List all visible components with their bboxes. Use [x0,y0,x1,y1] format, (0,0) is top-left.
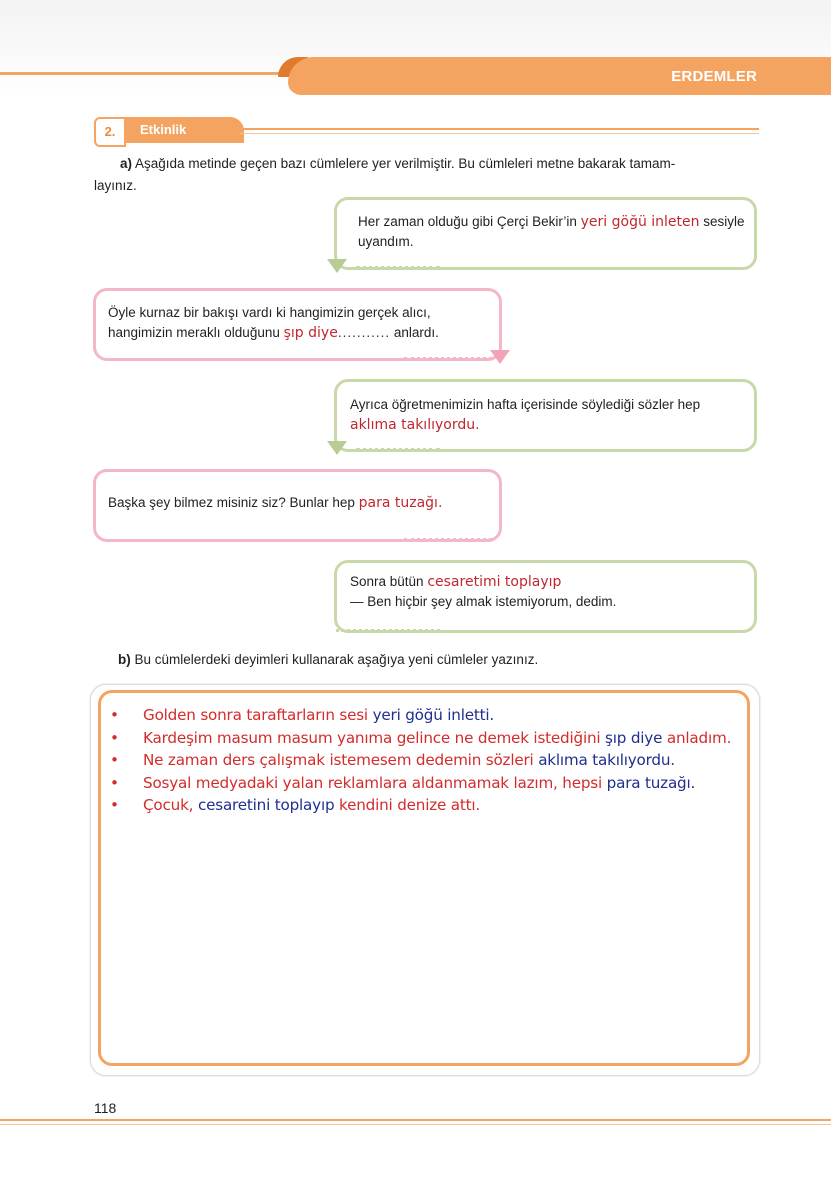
footer-rule-thin [0,1124,831,1125]
bubble-1-before: Her zaman olduğu gibi Çerçi Bekir’in [358,214,577,229]
bubble-2-before: hangimizin meraklı olduğunu [108,325,280,340]
answer-item: • Ne zaman ders çalışmak istemesem dedemin sözleri aklıma takılıyordu. [110,751,675,769]
bubble-1-tail [356,266,440,272]
bubble-4-before: Başka şey bilmez misiniz siz? Bunlar hep [108,495,355,510]
part-b-instruction [118,649,758,671]
part-a-letter: a) [120,156,133,171]
answer-list [110,704,731,817]
bubble-3-tail [356,448,440,454]
bubble-4-text [108,493,494,513]
bubble-5-line2: — Ben hiçbir şey almak istemiyorum, dedim. [350,594,617,609]
header-rule [0,72,300,75]
arrow-down-icon [327,259,347,273]
part-b-letter: b) [118,652,131,667]
bubble-2-tail [404,357,492,363]
unit-title: ERDEMLER [671,68,757,85]
bubble-2-dots: ........... [337,325,391,340]
footer-rule [0,1119,831,1121]
activity-number: 2. [94,117,126,147]
bubble-2-after: anlardı. [393,325,439,340]
answer-item: • Golden sonra taraftarların sesi yeri göğü inletti. [110,706,495,724]
bubble-5-before: Sonra bütün [350,574,424,589]
activity-label: Etkinlik [124,117,244,143]
section-rule [240,128,759,130]
part-b-text: Bu cümlelerdeki deyimleri kullanarak aşağıya yeni cümleler yazınız. [134,652,539,667]
arrow-down-icon [490,350,510,364]
answer-item: • Kardeşim masum masum yanıma gelince ne demek istediğini şıp diye anladım. [110,728,732,747]
bubble-1-text [358,212,788,252]
section-rule-thin [240,133,759,134]
bubble-4-answer: para tuzağı. [358,495,443,511]
part-a-text-line2: layınız. [94,178,137,193]
bubble-5-tail [336,629,440,635]
bubble-4-tail [404,538,492,544]
answer-item: • Sosyal medyadaki yalan reklamlara aldanmamak lazım, hepsi para tuzağı. [110,773,696,792]
bubble-3-line1: Ayrıca öğretmenimizin hafta içerisinde söylediği sözler hep [350,397,701,412]
part-a-text-line1: Aşağıda metinde geçen bazı cümlelere yer verilmiştir. Bu cümleleri metne bakarak tamam- [135,156,676,171]
bubble-2-text [108,303,494,343]
bubble-1-after: sesiyle [703,214,745,229]
bubble-1-line2: uyandım. [358,234,414,249]
bubble-2-line1: Öyle kurnaz bir bakışı vardı ki hangimizin gerçek alıcı, [108,305,431,320]
page-number: 118 [94,1100,117,1116]
bubble-5-text [350,572,750,612]
arrow-down-icon [327,441,347,455]
bubble-2-answer: şıp diye [283,325,338,341]
bubble-3-text [350,395,745,435]
bubble-3-answer: aklıma takılıyordu. [350,417,480,433]
bubble-1-answer: yeri göğü inleten [580,214,700,230]
part-a-instruction [94,153,759,197]
answer-item: • Çocuk, cesaretini toplayıp kendini denize attı. [110,796,481,814]
bubble-5-answer: cesaretimi toplayıp [427,574,562,590]
